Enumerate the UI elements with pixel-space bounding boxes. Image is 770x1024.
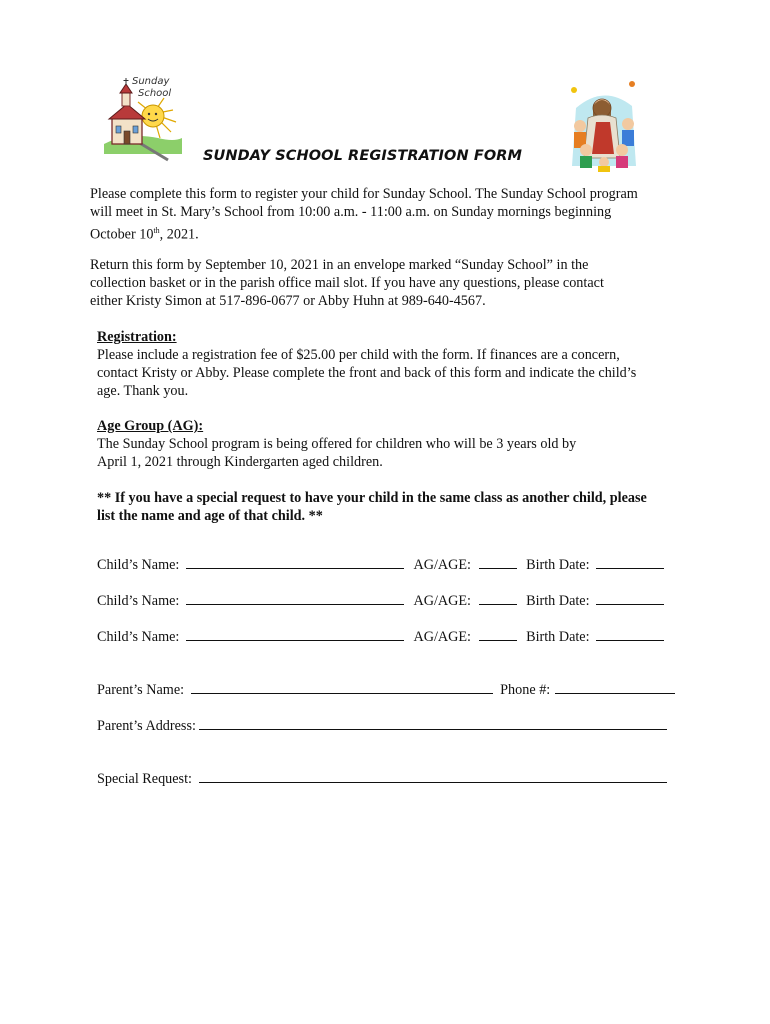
phone-field[interactable] [555,680,675,694]
birth-date-label: Birth Date: [526,629,590,645]
birth-date-field[interactable] [596,627,664,641]
birth-date-field[interactable] [596,555,664,569]
birth-date-label: Birth Date: [526,557,590,573]
return-instructions: Return this form by September 10, 2021 in an envelope marked “Sunday School” in the collection basket or in the parish office mail slot. If you have any questions, please contact either Kristy Simon at 517-896-0677 or Abby Huhn at 989-640-4567. [90,257,604,309]
intro-text-end: , 2021. [159,226,199,243]
parent-name-label: Parent’s Name: [97,682,185,698]
age-label: AG/AGE: [413,557,472,573]
parent-address-label: Parent’s Address: [97,718,196,734]
age-group-text: The Sunday School program is being offered for children who will be 3 years old by April 1, 2021 through Kindergarten aged children. [97,436,577,470]
parent-name-field[interactable] [191,680,493,694]
page-title: SUNDAY SCHOOL REGISTRATION FORM [203,148,523,164]
age-group-heading: Age Group (AG): [97,418,204,434]
sunday-school-logo [98,72,186,164]
phone-label: Phone #: [500,682,551,698]
age-field[interactable] [479,555,517,569]
birth-date-field[interactable] [596,591,664,605]
children-group-icon [566,78,642,172]
svg-text:Sunday: Sunday [132,76,170,87]
child-name-label: Child’s Name: [97,593,180,609]
parent-name-row [97,680,675,699]
child-row [97,627,664,646]
child-row [97,591,664,610]
children-illustration [566,78,642,172]
child-name-field[interactable] [186,555,404,569]
birth-date-label: Birth Date: [526,593,590,609]
special-request-field[interactable] [199,769,667,783]
special-request-label: Special Request: [97,771,192,787]
parent-address-row [97,716,667,735]
church-sun-icon [98,72,186,164]
intro-superscript: th [153,225,160,235]
special-request-note: ** If you have a special request to have your child in the same class as another child, please list the name and age of that child. ** [97,490,647,524]
child-name-label: Child’s Name: [97,629,180,645]
registration-text: Please include a registration fee of $25.00 per child with the form. If finances are a concern, contact Kristy or Abby. Please complete the front and back of this form and indicate the child’s age. Thank you. [97,347,637,399]
registration-heading: Registration: [97,329,177,345]
age-field[interactable] [479,627,517,641]
intro-paragraph [90,186,690,244]
child-name-field[interactable] [186,591,404,605]
child-row [97,555,664,574]
age-label: AG/AGE: [413,593,472,609]
intro-text: Please complete this form to register your child for Sunday School. The Sunday School program will meet in St. Mary’s School from 10:00 a.m. - 11:00 a.m. on Sunday mornings beginning October 10 [90,186,638,243]
child-name-label: Child’s Name: [97,557,180,573]
child-name-field[interactable] [186,627,404,641]
age-label: AG/AGE: [413,629,472,645]
age-field[interactable] [479,591,517,605]
svg-text:School: School [138,88,172,99]
special-request-row [97,769,667,788]
parent-address-field[interactable] [199,716,667,730]
